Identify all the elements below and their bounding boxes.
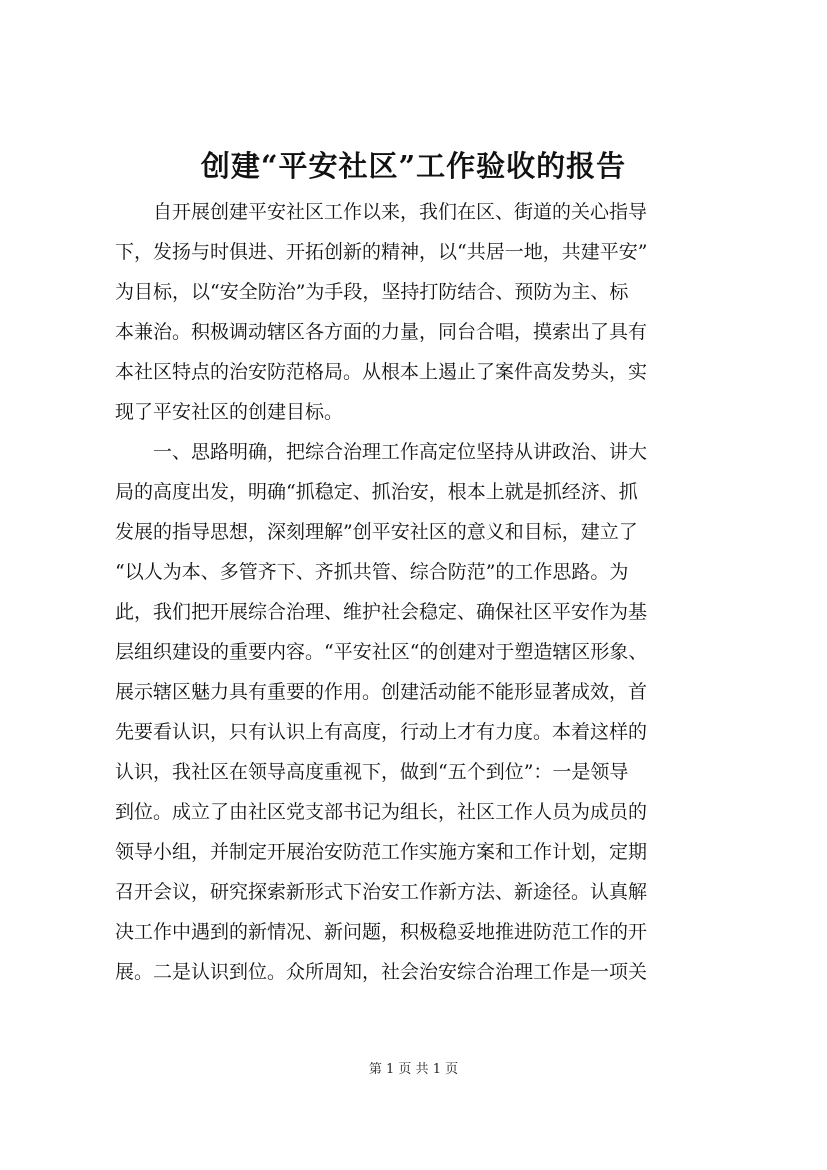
body-line: 层组织建设的重要内容。“平安社区“的创建对于塑造辖区形象、	[115, 641, 648, 663]
body-line: 下，发扬与时俱进、开拓创新的精神，以“共居一地，共建平安”	[115, 241, 648, 263]
body-line: 展示辖区魅力具有重要的作用。创建活动能不能形显著成效，首	[115, 681, 648, 703]
body-line: 先要看认识，只有认识上有高度，行动上才有力度。本着这样的	[115, 721, 648, 743]
body-line: 本兼治。积极调动辖区各方面的力量，同台合唱，摸索出了具有	[115, 321, 648, 343]
body-line: “以人为本、多管齐下、齐抓共管、综合防范”的工作思路。为	[115, 561, 629, 583]
body-line: 自开展创建平安社区工作以来，我们在区、街道的关心指导	[115, 201, 648, 223]
body-line: 一、思路明确，把综合治理工作高定位坚持从讲政治、讲大	[115, 441, 648, 463]
body-line: 发展的指导思想，深刻理解”创平安社区的意义和目标，建立了	[115, 521, 638, 543]
body-line: 展。二是认识到位。众所周知，社会治安综合治理工作是一项关	[115, 961, 648, 983]
body-line: 决工作中遇到的新情况、新问题，积极稳妥地推进防范工作的开	[115, 921, 648, 943]
body-line: 现了平安社区的创建目标。	[115, 401, 344, 423]
body-line: 局的高度出发，明确“抓稳定、抓治安，根本上就是抓经济、抓	[115, 481, 638, 503]
body-line: 为目标，以“安全防治”为手段，坚持打防结合、预防为主、标	[115, 281, 629, 303]
body-line: 召开会议，研究探索新形式下治安工作新方法、新途径。认真解	[115, 881, 648, 903]
body-line: 此，我们把开展综合治理、维护社会稳定、确保社区平安作为基	[115, 601, 648, 623]
body-line: 领导小组，并制定开展治安防范工作实施方案和工作计划，定期	[115, 841, 648, 863]
page-footer: 第 1 页 共 1 页	[368, 1062, 459, 1077]
body-line: 认识，我社区在领导高度重视下，做到“五个到位”：一是领导	[115, 761, 629, 783]
body-line: 本社区特点的治安防范格局。从根本上遏止了案件高发势头，实	[115, 361, 648, 383]
body-line: 到位。成立了由社区党支部书记为组长，社区工作人员为成员的	[115, 801, 648, 823]
document-title: 创建“平安社区”工作验收的报告	[200, 149, 627, 183]
document-body	[115, 192, 747, 992]
